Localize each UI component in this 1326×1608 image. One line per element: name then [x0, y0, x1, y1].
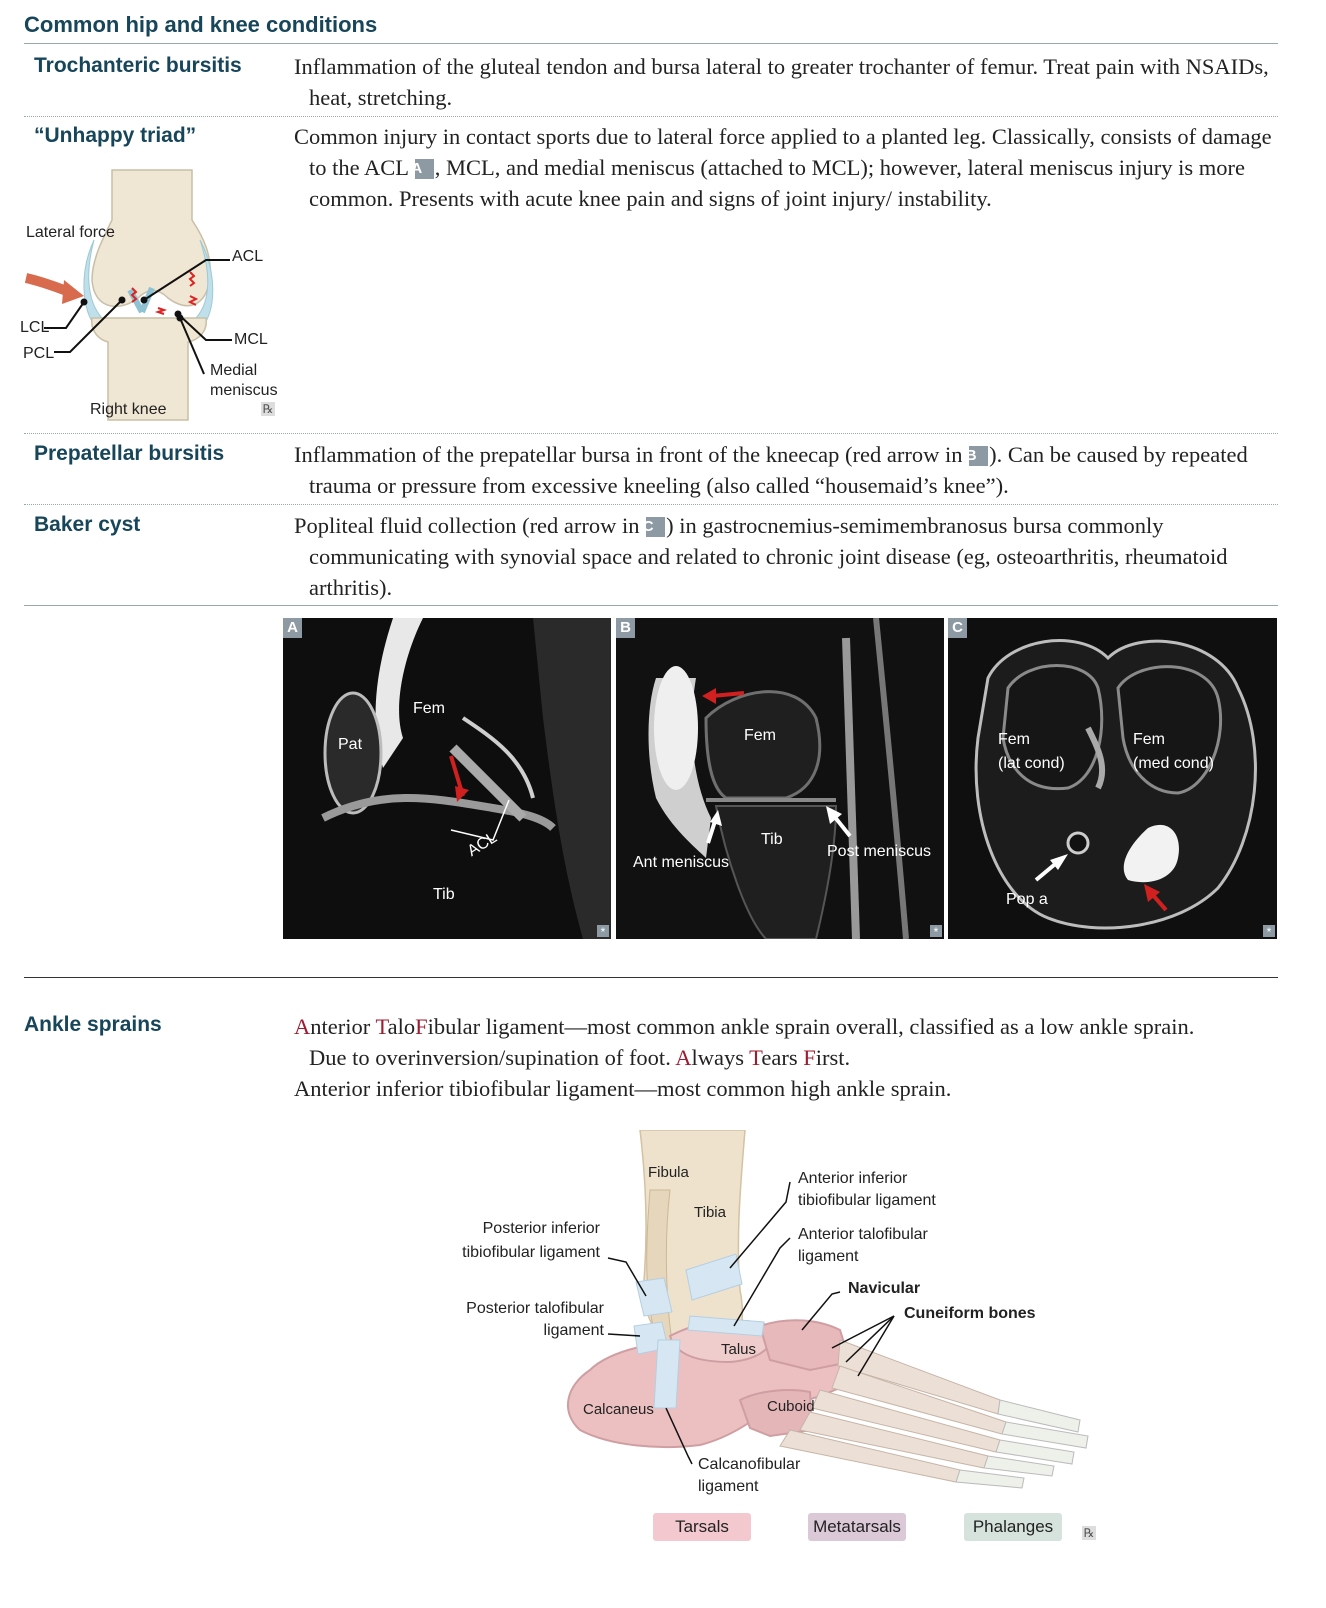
credit-rx-icon: ℞ — [262, 402, 274, 416]
term-baker-cyst: Baker cyst — [34, 513, 141, 536]
figure-ref-a: A — [415, 159, 434, 179]
mri-a-acl-label: ACL — [464, 829, 500, 861]
foot-label-aitfl-2: tibiofibular ligament — [798, 1192, 936, 1209]
figure-ref-c: C — [646, 517, 665, 537]
foot-diagram — [440, 1130, 1120, 1540]
mri-a-pat-label: Pat — [338, 736, 363, 753]
mri-a-tib-label: Tib — [433, 886, 455, 903]
row-divider — [24, 504, 1278, 505]
mri-c-lat-cond-label: (lat cond) — [998, 755, 1065, 772]
header-rule — [24, 43, 1278, 44]
foot-label-cuboid: Cuboid — [767, 1398, 815, 1415]
desc-ankle-sprains — [294, 1011, 1274, 1104]
ankle-line-3: Anterior inferior tibiofibular ligament—most common high ankle sprain. — [294, 1076, 952, 1101]
foot-label-aitfl-1: Anterior inferior — [798, 1170, 908, 1187]
label-right-knee: Right knee — [90, 401, 167, 418]
foot-label-cfl-1: Calcanofibular — [698, 1456, 801, 1473]
term-ankle-sprains: Ankle sprains — [24, 1013, 162, 1036]
row-divider — [24, 433, 1278, 434]
ankle-line-2: Due to overinversion/supination of foot. Always Tears First. — [309, 1045, 851, 1070]
foot-label-calcaneus: Calcaneus — [583, 1401, 654, 1418]
legend-phalanges: Phalanges — [964, 1513, 1062, 1541]
row-divider — [24, 116, 1278, 117]
credit-icon: * — [597, 925, 609, 937]
legend-metatarsals: Metatarsals — [808, 1513, 906, 1541]
panel-letter-b: B — [616, 618, 635, 638]
mri-b-post-meniscus-label: Post meniscus — [827, 843, 932, 860]
term-trochanteric-bursitis: Trochanteric bursitis — [34, 54, 242, 77]
credit-icon: * — [1263, 925, 1275, 937]
desc-prepatellar-bursitis: Inflammation of the prepatellar bursa in front of the kneecap (red arrow in B ). Can be caused by repeated trauma or pressure from excessive kneeling (also called “housemaid’s knee”). — [294, 442, 1248, 498]
ankle-line-1: Anterior TaloFibular ligament—most common ankle sprain overall, classified as a low ankle sprain. — [294, 1014, 1195, 1039]
panel-letter-c: C — [948, 618, 967, 638]
desc-baker-cyst: Popliteal fluid collection (red arrow in C ) in gastrocnemius-semimembranosus bursa commonly communicating with synovial space and related to chronic joint disease (eg, osteoarthritis, rheumatoid arthritis). — [294, 513, 1228, 600]
foot-label-cuneiform: Cuneiform bones — [904, 1305, 1036, 1322]
section-title: Common hip and knee conditions — [24, 12, 378, 37]
mri-b-tib-label: Tib — [761, 831, 783, 848]
knee-diagram — [20, 160, 282, 430]
foot-label-ptfl-2: ligament — [543, 1322, 604, 1339]
foot-label-atfl-1: Anterior talofibular — [798, 1226, 928, 1243]
mri-c-image — [948, 618, 1277, 939]
label-lcl: LCL — [20, 319, 50, 336]
mri-panel-b — [616, 618, 944, 939]
foot-label-tibia: Tibia — [694, 1204, 726, 1221]
foot-label-navicular: Navicular — [848, 1280, 921, 1297]
credit-rx-icon: ℞ — [1083, 1526, 1095, 1540]
mri-c-pop-a-label: Pop a — [1006, 891, 1048, 908]
foot-label-atfl-2: ligament — [798, 1248, 859, 1265]
figure-ref-b: B — [969, 446, 988, 466]
section-divider — [24, 977, 1278, 978]
mri-panel-c — [948, 618, 1277, 939]
term-unhappy-triad: “Unhappy triad” — [34, 124, 197, 147]
credit-icon: * — [930, 925, 942, 937]
mri-panel-a — [283, 618, 611, 939]
desc-trochanteric-bursitis: Inflammation of the gluteal tendon and bursa lateral to greater trochanter of femur. Treat pain with NSAIDs, heat, stretching. — [294, 54, 1269, 110]
panel-letter-a: A — [283, 618, 302, 638]
label-pcl: PCL — [23, 345, 55, 362]
mri-c-fem-lat-label: Fem — [998, 731, 1030, 748]
term-prepatellar-bursitis: Prepatellar bursitis — [34, 442, 225, 465]
mri-c-fem-med-label: Fem — [1133, 731, 1165, 748]
mri-b-ant-meniscus-label: Ant meniscus — [633, 854, 730, 871]
legend-tarsals: Tarsals — [653, 1513, 751, 1541]
foot-label-pitfl-2: tibiofibular ligament — [462, 1244, 600, 1261]
foot-label-pitfl-1: Posterior inferior — [482, 1220, 600, 1237]
foot-label-ptfl-1: Posterior talofibular — [466, 1300, 604, 1317]
mri-a-fem-label: Fem — [413, 700, 445, 717]
label-lateral-force: Lateral force — [26, 224, 115, 241]
table-bottom-rule — [24, 605, 1278, 606]
foot-label-fibula: Fibula — [648, 1164, 689, 1181]
mri-c-med-cond-label: (med cond) — [1133, 755, 1214, 772]
desc-unhappy-triad: Common injury in contact sports due to lateral force applied to a planted leg. Classically, consists of damage to the ACL A , MCL, and medial meniscus (attached to MCL); however, lateral meniscus injury is more common. Presents with acute knee pain and signs of joint injury/ instability. — [294, 124, 1272, 211]
mri-b-image — [616, 618, 944, 939]
mri-b-fem-label: Fem — [744, 727, 776, 744]
label-mcl: MCL — [234, 331, 268, 348]
label-medial-meniscus: Medial meniscus — [210, 362, 278, 399]
label-acl: ACL — [232, 248, 264, 265]
foot-label-talus: Talus — [721, 1341, 757, 1358]
foot-label-cfl-2: ligament — [698, 1478, 759, 1495]
